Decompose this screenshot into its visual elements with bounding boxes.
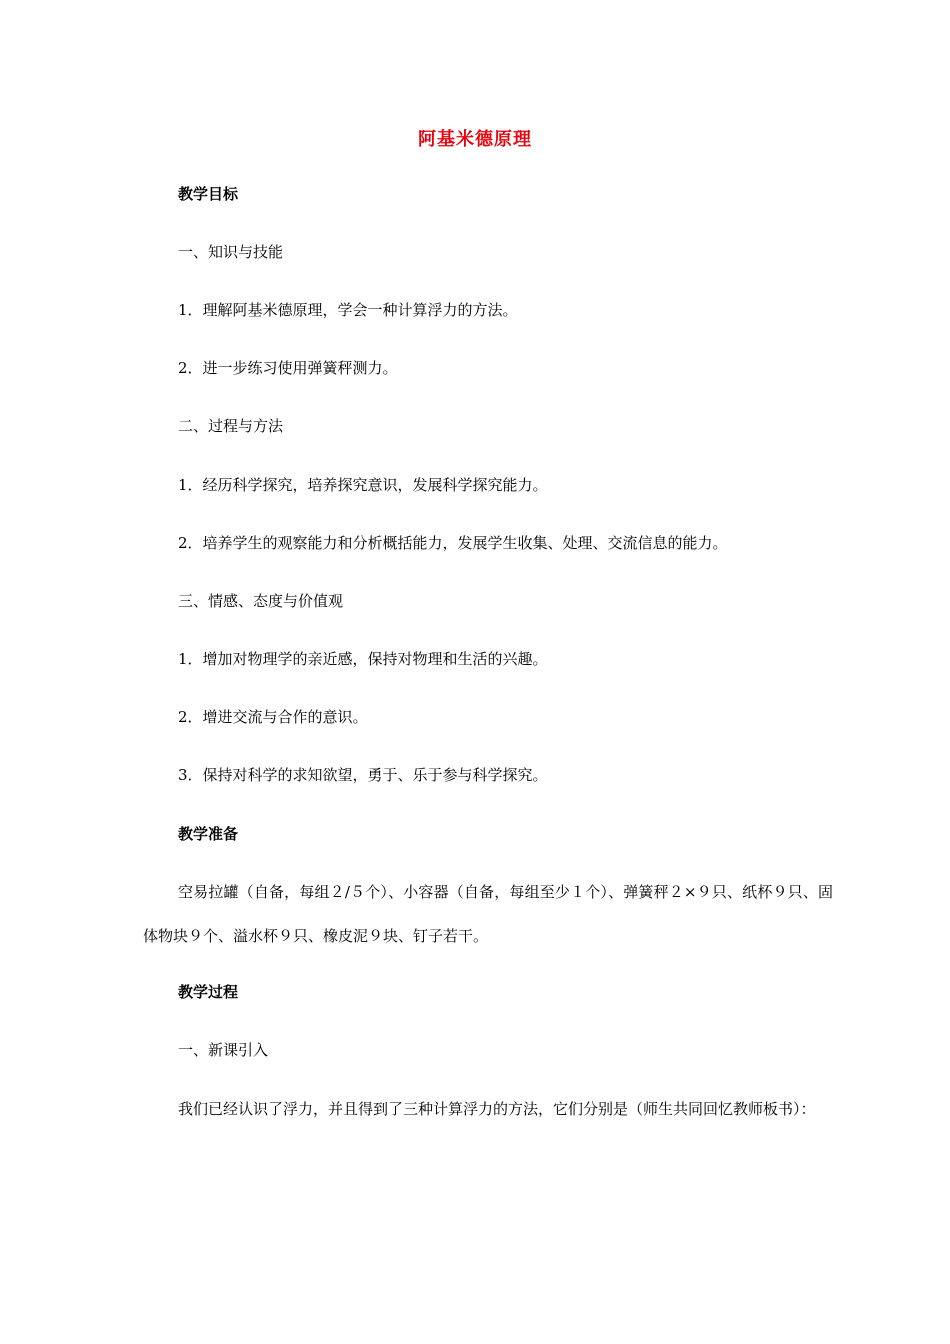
section-heading-process: 教学过程 xyxy=(178,983,239,1001)
process-item-1: 1．经历科学探究，培养探究意识，发展科学探究能力。 xyxy=(178,476,548,494)
attitude-item-2: 2．增进交流与合作的意识。 xyxy=(178,708,368,726)
process-item-2: 2．培养学生的观察能力和分析概括能力，发展学生收集、处理、交流信息的能力。 xyxy=(178,534,728,552)
section-heading-preparation: 教学准备 xyxy=(178,825,239,843)
subheading-knowledge: 一、知识与技能 xyxy=(178,243,284,261)
attitude-item-3: 3．保持对科学的求知欲望，勇于、乐于参与科学探究。 xyxy=(178,766,548,784)
subheading-process: 二、过程与方法 xyxy=(178,417,284,435)
knowledge-item-2: 2．进一步练习使用弹簧秤测力。 xyxy=(178,359,398,377)
intro-paragraph: 我们已经认识了浮力，并且得到了三种计算浮力的方法，它们分别是（师生共同回忆教师板书）： xyxy=(178,1100,816,1118)
section-heading-objectives: 教学目标 xyxy=(178,185,239,203)
knowledge-item-1: 1．理解阿基米德原理，学会一种计算浮力的方法。 xyxy=(178,301,518,319)
attitude-item-1: 1．增加对物理学的亲近感，保持对物理和生活的兴趣。 xyxy=(178,650,548,668)
subheading-attitude: 三、情感、态度与价值观 xyxy=(178,592,344,610)
document-title: 阿基米德原理 xyxy=(418,129,532,150)
preparation-paragraph: 空易拉罐（自备，每组２/５个）、小容器（自备，每组至少１个）、弹簧秤２×９只、纸杯９只、固体物块９个、溢水杯９只、橡皮泥９块、钉子若干。 xyxy=(143,883,833,945)
subheading-intro: 一、新课引入 xyxy=(178,1041,269,1059)
